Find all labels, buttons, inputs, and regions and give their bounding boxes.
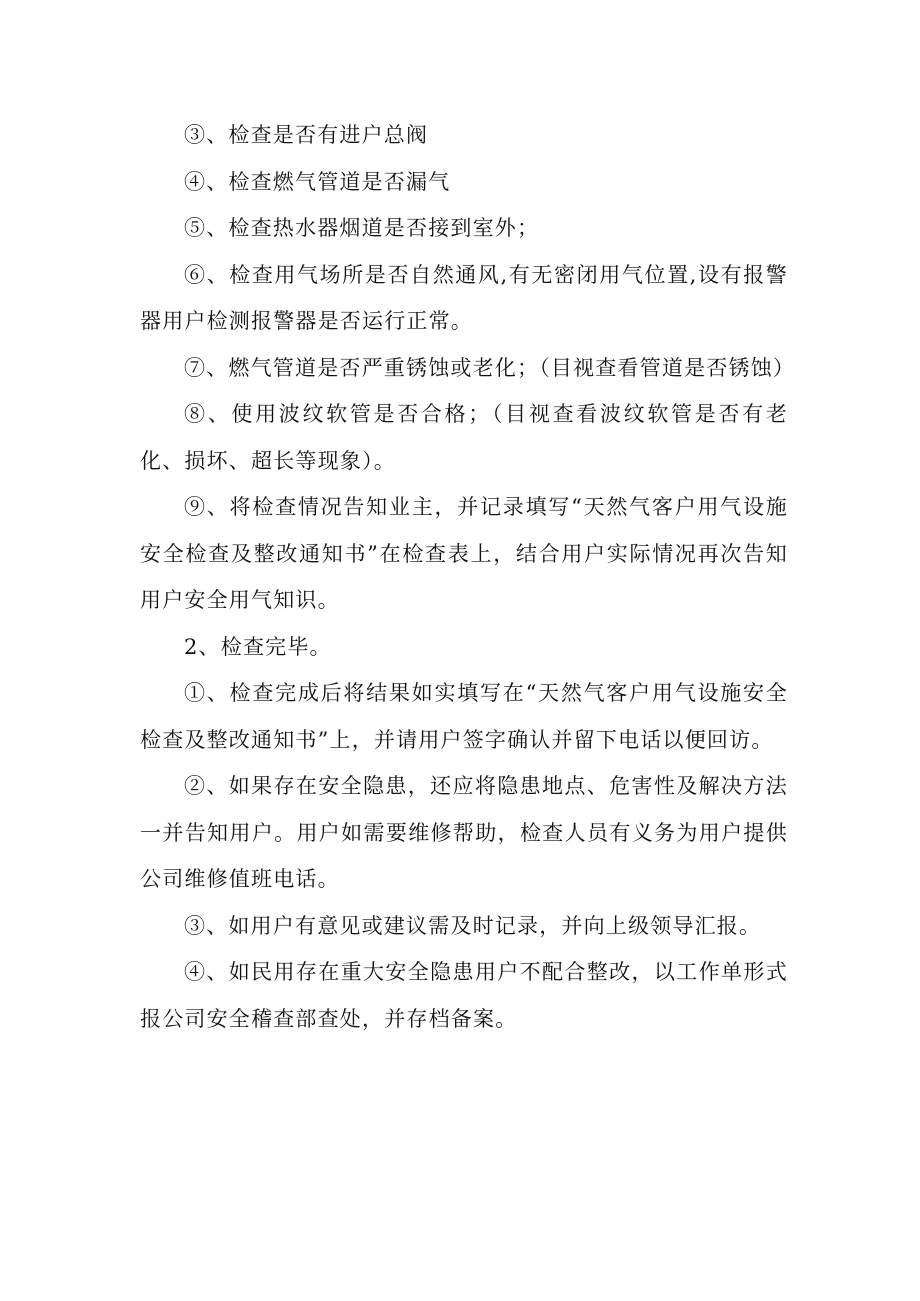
paragraph-check-ventilation: ⑥、检查用气场所是否自然通风,有无密闭用气位置,设有报警器用户检测报警器是否运行正常。: [140, 262, 788, 333]
paragraph-inform-owner: ⑨、将检查情况告知业主，并记录填写“天然气客户用气设施安全检查及整改通知书”在检查表上，结合用户实际情况再次告知用户安全用气知识。: [140, 495, 788, 612]
paragraph-check-gas-leak: ④、检查燃气管道是否漏气: [184, 169, 451, 194]
paragraph-check-corrosion: ⑦、燃气管道是否严重锈蚀或老化；（目视查看管道是否锈蚀）: [184, 355, 796, 380]
paragraph-check-flue: ⑤、检查热水器烟道是否接到室外；: [184, 216, 540, 240]
paragraph-record-feedback: ③、如用户有意见或建议需及时记录，并向上级领导汇报。: [184, 913, 762, 938]
paragraph-hazard-notice: ②、如果存在安全隐患，还应将隐患地点、危害性及解决方法一并告知用户。用户如需要维修帮助，检查人员有义务为用户提供公司维修值班电话。: [140, 774, 788, 891]
paragraph-major-hazard: ④、如民用存在重大安全隐患用户不配合整改，以工作单形式报公司安全稽查部查处，并存档备案。: [140, 960, 788, 1031]
paragraph-fill-notice: ①、检查完成后将结果如实填写在“天然气客户用气设施安全检查及整改通知书”上，并请用户签字确认并留下电话以便回访。: [140, 681, 788, 752]
paragraph-check-main-valve: ③、检查是否有进户总阀: [184, 123, 429, 147]
section-heading-check-complete: 2、检查完毕。: [184, 634, 332, 659]
paragraph-check-hose: ⑧、使用波纹软管是否合格；（目视查看波纹软管是否有老化、损坏、超长等现象）。: [140, 402, 788, 473]
document-body: [140, 112, 796, 1042]
